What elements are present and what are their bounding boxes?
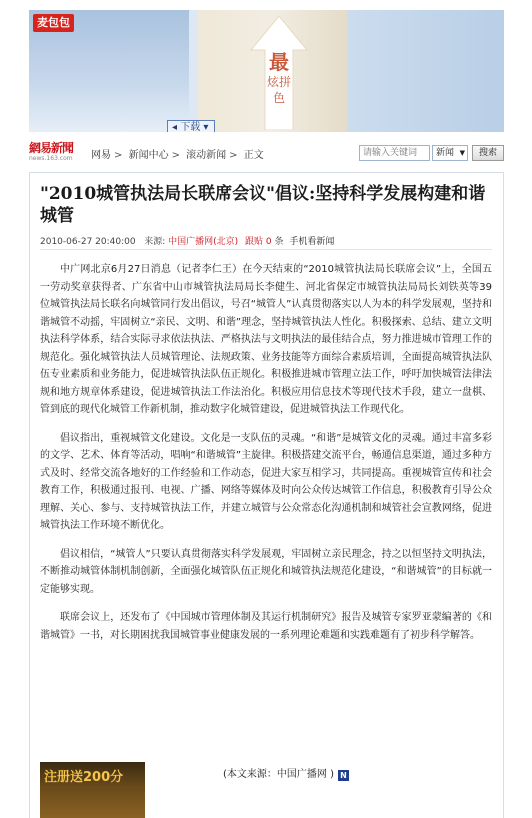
register-ad-banner[interactable] — [40, 762, 145, 818]
article-meta — [40, 234, 334, 247]
article-paragraph: 倡议指出，重视城管文化建设。文化是一支队伍的灵魂。“和谐”是城管文化的灵魂。通过丰富多彩的文学、艺术、体育等活动，唱响“和谐城管”主旋律。积极搭建交流平台，畅通信息渠道，通过多种方式及时、经常交流各地好的工作经验和工作动态，促进大家互相学习，共同提高。重视城管宣传和社会教育工作，积极通过报刊、电视、广播、网络等媒体及时向公众传达城管工作信息，积极教育引导公众理解、关心、参与、支持城管执法工作，并建立城管与公众常态化沟通机制和城管社会宣教网络，促进城管执法工作环境不断优化。 — [40, 432, 492, 531]
banner-slogan — [267, 50, 291, 106]
download-label: 下载 — [180, 122, 201, 132]
article-title: "2010城管执法局长联席会议"倡议:坚持科学发展构建和谐城管 — [40, 184, 486, 226]
top-banner-ad[interactable] — [29, 10, 504, 132]
chevron-down-icon: ▼ — [459, 149, 465, 157]
banner-logo: 麦包包 — [33, 14, 74, 32]
ad-text: 注册送200分 — [44, 770, 124, 785]
search-input[interactable] — [359, 145, 430, 161]
article-paragraph: 中广网北京6月27日消息（记者李仁王）在今天结束的“2010城管执法局长联席会议”上，全国五一劳动奖章获得者、广东省中山市城管执法局局长李健生、河北省保定市城管执法局局长刘铁英等39位城管执法局长联名向城管同行发出倡议，号召“城管人”认真贯彻落实以人为本的科学发展观，坚持和谐城管不动摇，牢固树立“亲民、文明、和谐”理念，坚持城管执法人性化。积极探索、总结、建立文明执法科学体系，结合实际寻求依法执法、严格执法与文明执法的最佳结合点，努力推进城市管理工作的规范化。强化城管执法人员城管理论、法规政策、业务技能等方面综合素质培训，全面提高城管执法队伍专业素质和业务能力，促进城管执法队伍正规化。积极推进城市管理立法工作，呼吁加快城管法律法规和地方规章体系建设，促进城管执法工作法治化。积极应用信息技术等现代技术手段，建立一盘棋、管到底的现代化城管工作新机制，推动数字化城管建设，促进城管执法工作现代化。 — [40, 264, 492, 415]
breadcrumb-news-center[interactable]: 新闻中心 — [128, 150, 169, 161]
article-paragraph: 倡议相信，“城管人”只要认真贯彻落实科学发展观，牢固树立亲民理念，持之以恒坚持文明执法，不断推动城管体制机制创新，全面强化城管队伍正规化和城管执法规范化建设，“和谐城管”的目标就一定能够实现。 — [40, 548, 492, 595]
article-container — [29, 172, 504, 818]
search-button[interactable]: 搜索 — [472, 145, 504, 161]
netease-news-logo[interactable] — [29, 141, 87, 167]
download-arrow-icon: ◂ — [172, 122, 178, 132]
download-button[interactable] — [167, 120, 215, 132]
comment-link[interactable]: 跟贴 — [245, 237, 264, 247]
meta-divider — [40, 249, 492, 250]
article-paragraph: 联席会议上，还发布了《中国城市管理体制及其运行机制研究》报告及城管专家罗亚蒙编著的《和谐城管》一书，对长期困扰我国城管事业健康发展的一系列理论难题和实践难题有了初步科学解答。 — [40, 612, 492, 641]
article-footer — [40, 762, 492, 818]
search-scope-select[interactable] — [432, 145, 468, 161]
chevron-down-icon: ▾ — [203, 122, 209, 132]
comment-count[interactable]: 0 — [265, 237, 272, 247]
banner-slogan-rest: 炫拼色 — [267, 75, 292, 105]
breadcrumb-rolling-news[interactable]: 滚动新闻 — [186, 150, 227, 161]
banner-slogan-big: 最 — [269, 50, 289, 74]
breadcrumb-separator: > — [229, 150, 238, 161]
comment-unit: 条 — [274, 237, 284, 247]
article-body — [40, 261, 492, 655]
breadcrumb-netease[interactable]: 网易 — [91, 150, 111, 161]
netease-n-icon[interactable]: N — [338, 770, 349, 781]
source-link[interactable]: 中国广播网(北京) — [168, 237, 239, 247]
breadcrumb-body: 正文 — [243, 150, 264, 161]
breadcrumb-separator: > — [114, 150, 123, 161]
nav-bar — [29, 141, 504, 167]
search-scope-value: 新闻 — [436, 148, 455, 158]
article-datetime: 2010-06-27 20:40:00 — [40, 237, 136, 247]
breadcrumb — [91, 146, 266, 161]
article-source-note — [223, 765, 349, 781]
breadcrumb-separator: > — [171, 150, 180, 161]
brand-name: 網易新聞 — [29, 141, 74, 155]
brand-domain: news.163.com — [29, 155, 73, 162]
mobile-news-link[interactable]: 手机看新闻 — [289, 237, 335, 247]
source-note-text: (本文来源：中国广播网 ) — [223, 769, 334, 780]
source-label: 来源: — [144, 237, 166, 247]
